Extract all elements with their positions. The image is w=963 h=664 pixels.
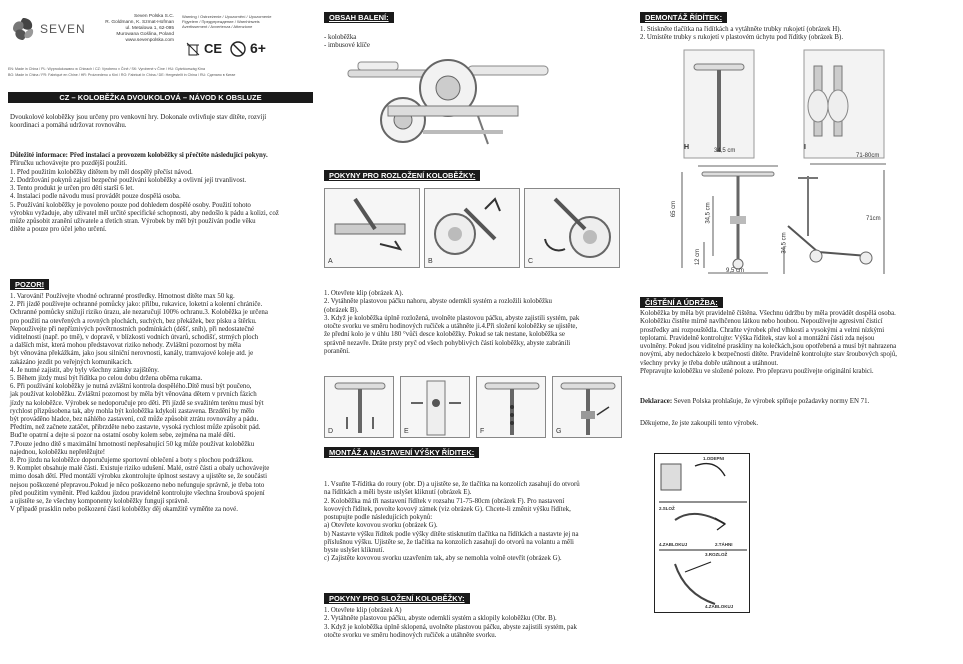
figure-b-label: B — [428, 258, 433, 265]
warning-text-line: Ochranné pomůcky snižují riziko úrazu, ale nezaručují 100% ochranu.3. Koloběžka je určena — [10, 309, 268, 317]
warning-text-line: 4. Je nutné zajistit, aby byly všechny zámky zajištěny. — [10, 366, 160, 374]
warning-text-line: být prováděno hladce, bez náhlého zastavení, což může způsobit ztrátu rovnováhy a pádu. — [10, 416, 259, 424]
step-label: 2.TÁHNI — [715, 542, 733, 547]
fold-clip-icon — [325, 189, 421, 269]
figure-d — [324, 376, 394, 438]
assembly-line: 1. Stiskněte tlačítka na řídítkách a vytáhněte trubky rukojetí (obrázek H). — [640, 26, 842, 33]
cleaning-line: prostředky ani rozpouštědla. Chraňte výrobek před vlhkostí a vysokými a velmi nízkými — [640, 326, 885, 334]
dim-total-height: 65 cm — [671, 200, 678, 218]
cleaning-line: Koloběžku čistěte mírně navlhčenou látkou nebo houbou. Nepoužívejte agresivní čisticí — [640, 318, 883, 326]
address-line: Murowana Goślina, Poland — [116, 32, 174, 37]
warning-text-line: před použitím vyměnit. Před každou jízdou pravidelně kontrolujte všechna šroubová spojení — [10, 489, 265, 497]
important-line: 4. Instalaci podle návodu musí provádět pouze dospělá osoba. — [10, 193, 181, 201]
dimensions-diagram — [638, 46, 958, 278]
package-item: - koloběžka — [324, 34, 357, 41]
dim-base-width: 9,5 cm — [726, 268, 745, 274]
figure-c-label: C — [528, 258, 534, 265]
package-header — [324, 12, 394, 23]
important-info — [10, 152, 279, 235]
important-line: 5. Používání koloběžky je povoleno pouze pod dohledem dospělé osoby. Použití tohoto — [10, 201, 251, 209]
assembly-header — [640, 12, 727, 23]
dim-length: 71cm — [866, 216, 881, 222]
step-label: 2.SLOŽ — [659, 506, 675, 511]
adjust-line: 1. Vsuňte T-řídítka do roury (obr. D) a ujistěte se, že tlačítka na konzolích zasahují do otvorů — [324, 481, 580, 488]
intro-line: Dvoukolové koloběžky jsou určeny pro venkovní hry. Dokonale ovlivňuje stav dítěte, rozvíjí — [10, 114, 267, 121]
declaration-label: Deklarace: — [640, 398, 673, 405]
unfold-line: 3. Když je koloběžka úplně rozložená, uvolněte plastovou páčku, abyste zajistili systém, pak — [324, 314, 580, 322]
warning-text-line: 7.Pouze jedno dítě s maximální hmotností nepřesahující 50 kg může používat koloběžku — [10, 440, 255, 448]
figure-e — [400, 376, 470, 438]
fold-line: 1. Otevřete klip (obrázek A) — [324, 607, 402, 614]
adjust-line: c) Zajistěte kovovou svorku uzavřením tak, aby se nemohla volně otevřít (obrázek G). — [324, 555, 562, 563]
adjust-line: kovových řídítek, povolte kovový zámek (viz obrázek G). Chcete-li změnit výšku řídítek, — [324, 505, 571, 513]
warning-body — [10, 293, 269, 514]
adjust-line: na řídítkách a měli byste uslyšet kliknutí (obrázek E). — [324, 489, 472, 497]
important-line: dítěte a pouze pro účel jeho určení. — [10, 226, 107, 234]
age-badge: 6+ — [250, 40, 266, 56]
adjust-line: postupujte podle následujících pokynů: — [324, 514, 433, 521]
unfold-line: že přední kolo je v úhlu 180 °vůči desce koloběžky. Pokud se tak nestane, koloběžka se — [324, 331, 565, 339]
declaration — [640, 398, 869, 406]
cleaning-header-text: ČIŠTĚNÍ A ÚDRŽBA: — [645, 298, 718, 307]
step-label: 4.ZABLOKUJ — [659, 542, 688, 547]
manual-title — [8, 92, 313, 103]
age-warning-icon — [230, 41, 246, 57]
warning-text-line: a dalších míst, která mohou představovat riziko nehody. Zvláštní pozornost by měla — [10, 342, 241, 350]
assembly-instructions — [640, 26, 843, 43]
lever-icon — [425, 189, 521, 269]
warning-text-line: a ujistěte se, že všechny komponenty koloběžky fungují správně. — [10, 498, 190, 506]
important-line: 1. Před použitím koloběžky dítětem by měl dospělý přečíst návod. — [10, 168, 193, 176]
warning-text-line: viditelnosti (např. po tmě), v dopravě, v blízkosti vodních útvarů, schodišť, strmých ploch — [10, 334, 259, 342]
company-logo — [10, 16, 86, 42]
warning-text-line: 1. Varování! Používejte vhodné ochranné prostředky. Hmotnost dítěte max 50 kg. — [10, 293, 235, 300]
warning-text-line: zakázáno jezdit po veřejných komunikacích. — [10, 358, 133, 366]
warning-line: Warning / Ostrzeżenie / Upozornění / Upozornenie — [182, 14, 272, 19]
warning-header — [10, 279, 49, 290]
dim-base-height: 12 cm — [695, 248, 702, 266]
figure-e-label: E — [404, 428, 409, 435]
manual-title-text: CZ – KOLOBĚŽKA DVOUKOLOVÁ – NÁVOD K OBSLUZE — [59, 93, 262, 102]
fold-line: 3. Když je koloběžka úplně sklopená, uvolněte plastovou páčku, abyste zajistili systém, pak — [324, 623, 577, 631]
thanks-text — [640, 420, 758, 428]
figure-f — [476, 376, 546, 438]
ce-mark: CE — [204, 41, 223, 56]
warning-text-line: 9. Komplet obsahuje malé části. Existuje riziko udušení. Malé, ostré části a obaly uchovávejte — [10, 465, 270, 473]
unfold-header-text: POKYNY PRO ROZLOŽENÍ KOLOBĚŽKY: — [329, 171, 476, 180]
warning-text-line: rychlost přizpůsobena tak, aby mohla být koloběžka kdykoli zastavena. Brzdění by mělo — [10, 407, 255, 415]
warning-text-line: mimo dosah dětí. Před montáží výrobku zkontrolujte úplnost sestavy a ujistěte se, že součásti — [10, 473, 268, 481]
warning-text-line: 2. Při jízdě používejte ochranné pomůcky jako: přilbu, rukavice, loketní a kolenní chrániče. — [10, 301, 263, 309]
unfold-line: (obrázek B). — [324, 306, 359, 314]
folding-steps-icon — [655, 454, 751, 614]
adjust-line: a) Otevřete kovovou svorku (obrázek G). — [324, 522, 438, 530]
fold-steps-diagram — [654, 453, 750, 613]
fold-line: otočte svorku ve směru hodinových ručiček a utáhněte svorku. — [324, 631, 497, 639]
intro-text — [10, 114, 266, 131]
cleaning-line: teplotami. Pravidelně kontrolujte: Výška řídítek, stav kol a montážní části zda nejsou — [640, 334, 875, 342]
adjust-instructions — [324, 481, 580, 564]
figure-b — [424, 188, 520, 268]
metal-clamp-icon — [553, 377, 623, 439]
warning-text-line: 5. Během jízdy musí být řídítka po celou dobu držena oběma rukama. — [10, 375, 203, 383]
warning-text-line: najednou, koloběžku nepřetěžujte! — [10, 448, 106, 456]
address-line: R. Goldmann, K. Szmat-Hofman — [105, 20, 174, 25]
address-line: ul. Metalowa 1, 62-095 — [125, 26, 174, 31]
button-click-icon — [401, 377, 471, 439]
cleaning-line: Přepravujte koloběžku ve složené poloze. Pro přepravu používejte originální krabici. — [640, 367, 874, 375]
figure-a — [324, 188, 420, 268]
important-line: 2. Dodržování pokynů zajistí bezpečné používání koloběžky a ovlivní její trvanlivost. — [10, 176, 247, 184]
unfold-instructions — [324, 290, 579, 356]
cleaning-header — [640, 297, 723, 308]
unfold-header — [324, 170, 480, 181]
warning-text-line: Předtím, než začnete zatáčet, přibrzděte nebo zastavte, vysoká rychlost může způsobit pád. — [10, 424, 261, 432]
safety-badges — [186, 40, 316, 60]
warning-text-line: Nepoužívejte při nepříznivých povětrnostních podmínkách (déšť, sníh), při nedostatečné — [10, 325, 255, 333]
handlebar-insert-icon — [325, 377, 395, 439]
dim-deck: 34,5 cm — [781, 232, 788, 254]
fold-instructions — [324, 607, 577, 640]
figure-f-label: F — [480, 428, 485, 435]
figure-a-label: A — [328, 258, 333, 265]
intro-line: koordinaci a pomáhá udržovat rovnováhu. — [10, 122, 127, 130]
warning-line: Figyelem / Предупреждение / Warnhinweis — [182, 19, 260, 24]
fold-line: 2. Vytáhněte plastovou páčku, abyste odemkli systém a sklopily koloběžku (Obr. B). — [324, 615, 557, 623]
warning-header-text: POZOR! — [15, 280, 45, 289]
important-title: Důležité informace: Před instalací a provozem koloběžky si přečtěte následující pokyny. — [10, 152, 268, 159]
warning-line: Avertissement / Avvertenza / Attenzione — [182, 24, 253, 29]
adjust-line: příslušnou výšku. Ujistěte se, že tlačítka na konzolích zasahují do otvorů na volantu a měli — [324, 538, 574, 546]
cleaning-line: novými, aby nedocházelo k bezpečnosti dítěte. Pravidelně kontrolujte stav šroubových spojů, — [640, 351, 897, 359]
waste-bin-icon — [186, 42, 200, 56]
important-line: výrobku vyžaduje, aby uživatel měl určité specifické schopnosti, aby nedošlo k pádu a kolizi, což — [10, 209, 279, 217]
important-line: 3. Tento produkt je určen pro děti starší 6 let. — [10, 185, 134, 192]
origin-line: EN: Made in China / PL: Wyprodukowano w Chinach / CZ: Vyrobeno v Číně / SK: Vyrobené v Číne / HU: Gyártóország Kína — [8, 67, 206, 71]
figure-i-label: I — [804, 144, 806, 151]
logo-text: SEVEN — [40, 22, 86, 36]
warning-text-line: být věnována překážkám, jako jsou silniční nerovnosti, kanály, tramvajové koleje atd. je — [10, 350, 254, 358]
origin-line: BG: Made in China / FR: Fabriqué en Chine / HR: Proizvedeno u Kini / RO: Fabricat în China / DE: Hergestellt in China / RU: Сделано в Китае — [8, 73, 236, 77]
cleaning-instructions — [640, 310, 897, 376]
dim-stem-height: 34,5 cm — [705, 202, 712, 224]
assembly-header-text: DEMONTÁŽ ŘÍDÍTEK: — [645, 13, 723, 22]
thanks-line: Děkujeme, že jste zakoupili tento výrobek. — [640, 420, 759, 427]
clamp-icon — [525, 189, 621, 269]
address-line: www.sevenpolska.com — [125, 38, 174, 43]
assembly-line: 2. Umístěte trubky s rukojetí v plastovém úchytu pod řídítky (obrázek B). — [640, 34, 844, 42]
unfold-line: 1. Otevřete klip (obrázek A). — [324, 290, 404, 297]
seven-logo-icon — [10, 16, 36, 42]
cleaning-line: Koloběžka by měla být pravidelně čištěna. Všechnu údržbu by měla provádět dospělá osoba. — [640, 310, 896, 317]
fold-header — [324, 593, 470, 604]
unfold-line: poranění. — [324, 347, 350, 355]
important-line: Příručku uchovávejte pro pozdější použití. — [10, 160, 127, 168]
company-address — [92, 14, 174, 44]
warning-text-line: V případě prasklin nebo poškození částí koloběžky děj okamžitě vyměňte za nové. — [10, 506, 238, 514]
adjust-line: byste uslyšet kliknutí. — [324, 547, 385, 554]
cleaning-line: všechny prvky je třeba dobře utáhnout a utáhnout. — [640, 359, 779, 367]
figure-d-label: D — [328, 428, 334, 435]
unfold-line: 2. Vytáhněte plastovou páčku nahoru, abyste odemkli systém a rozložili koloběžku — [324, 298, 552, 306]
package-header-text: OBSAH BALENÍ: — [329, 13, 389, 22]
right-column — [636, 0, 963, 664]
adjust-line: b) Nastavte výšku řídítek podle výšky dítěte stisknutím tlačítka na řídítkách a nastavte jej na — [324, 530, 579, 538]
step-label: 1.ODEPNI — [703, 456, 725, 461]
scooter-folded-illustration — [328, 48, 568, 158]
adjust-line: 2. Koloběžka má tři nastavení řídítek v rozsahu 71-75-80cm (obrázek F). Pro nastavení — [324, 497, 565, 505]
dim-handlebar-width: 34,5 cm — [714, 148, 736, 154]
fold-header-text: POKYNY PRO SLOŽENÍ KOLOBĚŽKY: — [329, 594, 465, 603]
middle-column — [318, 0, 636, 664]
warning-text-line: 6. Při používání koloběžky je nutná zvláštní kontrola dospělého.Dítě musí být poučeno, — [10, 383, 252, 391]
adjust-header — [324, 447, 479, 458]
figure-g — [552, 376, 622, 438]
dim-height-range: 71-80cm — [856, 153, 880, 159]
declaration-text: Seven Polska prohlašuje, že výrobek splňuje požadavky normy EN 71. — [673, 398, 870, 405]
address-line: Seven Polska S.C. — [134, 14, 174, 19]
adjust-header-text: MONTÁŽ A NASTAVENÍ VÝŠKY ŘÍDITEK: — [329, 448, 475, 457]
unfold-line: správně nezavře. Dráte prsty pryč od všech pohyblivých částí koloběžky, abyste zabránili — [324, 339, 571, 347]
warning-text-line: 8. Pro jízdu na koloběžce doporučujeme sportovní oblečení a boty s plochou podrážkou. — [10, 457, 254, 465]
unfold-line: otočte svorku ve směru hodinových ručiček a utáhněte ji.4.Při složení koloběžky se ujistěte, — [324, 323, 578, 330]
figure-c — [524, 188, 620, 268]
warning-text-line: Buďte opatrní a dejte si pozor na ostatní osoby kolem sebe, zejména na malé děti. — [10, 432, 236, 440]
important-line: může způsobit zranění uživatele a třetích stran. Výrobek by měl být používán podle věku — [10, 218, 256, 225]
left-column — [0, 0, 318, 664]
figure-h-label: H — [684, 144, 690, 151]
step-label: 3.ROZLOŽ — [705, 552, 728, 557]
figure-g-label: G — [556, 428, 562, 435]
warning-text-line: nejsou poškozené přepravou.Pokud je něco poškozeno nebo nefunguje správně, je třeba toto — [10, 481, 265, 489]
origin-info — [8, 66, 314, 78]
package-item: - imbusové klíče — [324, 42, 370, 50]
warning-multilang — [182, 14, 312, 29]
height-adjust-icon — [477, 377, 547, 439]
warning-text-line: jak používat koloběžku. Zvláštní pozornost by měla být věnována dětem v prvních fázích — [10, 391, 257, 399]
cleaning-line: uvolněny. Pokud jsou viditelné praskliny na kolečkách,jsou opotřebená a musí být nahrazena — [640, 343, 897, 350]
warning-text-line: jízdy na koloběžce. Výrobek se nedoporučuje pro děti. Při jízdě se svažitém terénu musí být — [10, 399, 264, 407]
step-label: 4.ZABLOKUJ — [705, 604, 734, 609]
warning-text-line: pro použití na otevřených a rovných plochách, suchých, bez překážek, bez písku a štěrku. — [10, 317, 257, 325]
